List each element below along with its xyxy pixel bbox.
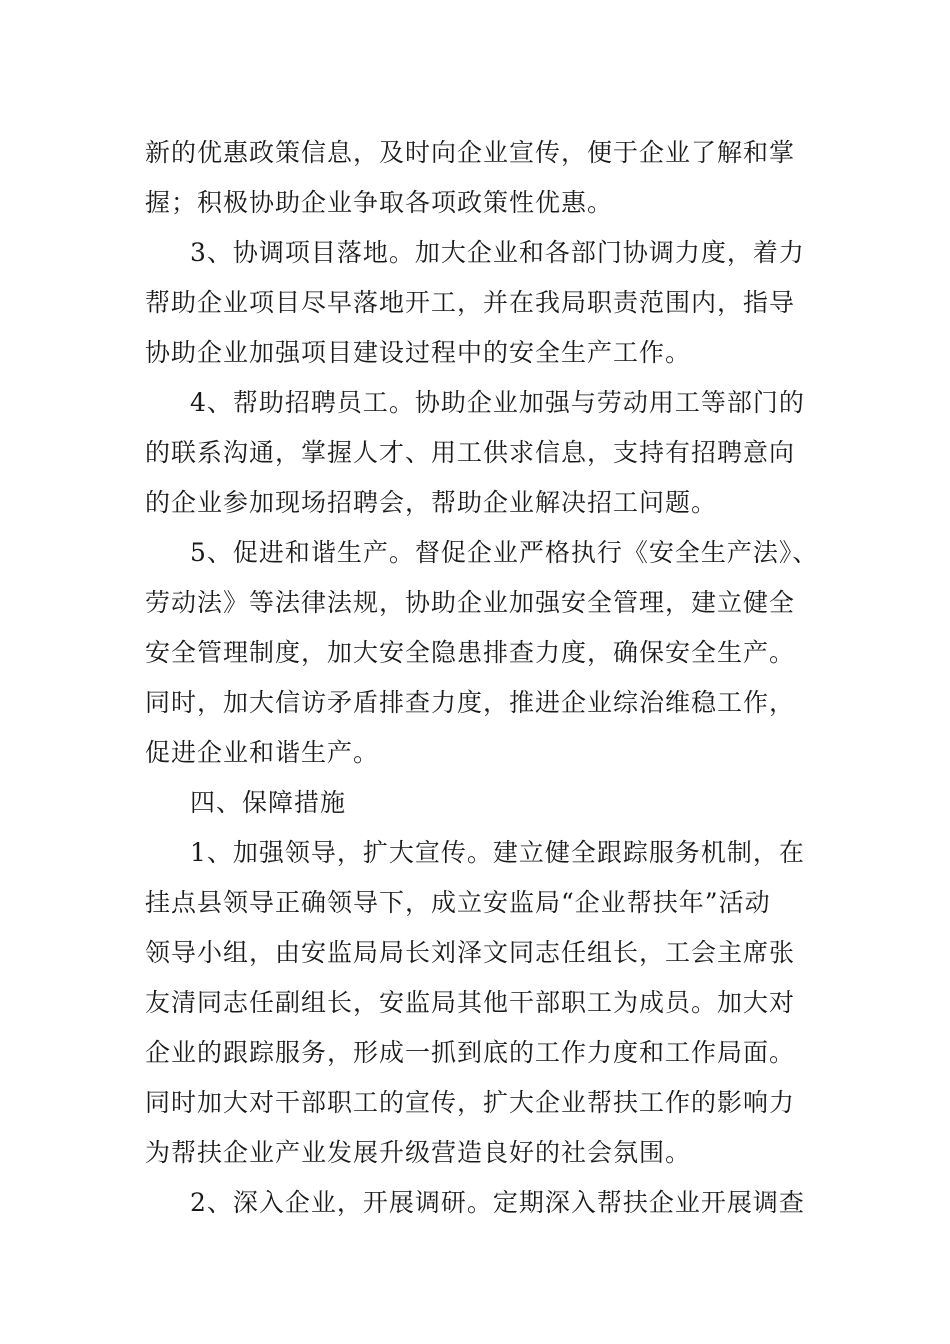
- text-line: 企业的跟踪服务，形成一抓到底的工作力度和工作局面。: [145, 1038, 796, 1067]
- text-line: 同时，加大信访矛盾排查力度，推进企业综治维稳工作，: [145, 688, 796, 717]
- text-line: 3、协调项目落地。加大企业和各部门协调力度，着力: [190, 238, 805, 267]
- text-line: 促进企业和谐生产。: [145, 738, 380, 767]
- text-line: 四、保障措施: [190, 788, 347, 817]
- text-line: 1、加强领导，扩大宣传。建立健全跟踪服务机制，在: [190, 838, 805, 867]
- text-line: 劳动法》等法律法规，协助企业加强安全管理，建立健全: [145, 588, 796, 617]
- text-line: 新的优惠政策信息，及时向企业宣传，便于企业了解和掌: [145, 138, 796, 167]
- text-line: 握；积极协助企业争取各项政策性优惠。: [145, 188, 614, 217]
- document-body: [145, 128, 845, 1228]
- text-line: 协助企业加强项目建设过程中的安全生产工作。: [145, 338, 692, 367]
- text-line: 挂点县领导正确领导下，成立安监局“企业帮扶年”活动: [145, 888, 771, 917]
- text-line: 2、深入企业，开展调研。定期深入帮扶企业开展调查: [190, 1188, 805, 1217]
- text-line: 5、促进和谐生产。督促企业严格执行《安全生产法》、: [190, 538, 819, 567]
- text-line: 同时加大对干部职工的宣传，扩大企业帮扶工作的影响力: [145, 1088, 796, 1117]
- text-line: 安全管理制度，加大安全隐患排查力度，确保安全生产。: [145, 638, 796, 667]
- text-line: 4、帮助招聘员工。协助企业加强与劳动用工等部门的: [190, 388, 805, 417]
- text-line: 为帮扶企业产业发展升级营造良好的社会氛围。: [145, 1138, 692, 1167]
- text-line: 领导小组，由安监局局长刘泽文同志任组长，工会主席张: [145, 938, 796, 967]
- text-line: 友清同志任副组长，安监局其他干部职工为成员。加大对: [145, 988, 796, 1017]
- text-line: 的企业参加现场招聘会，帮助企业解决招工问题。: [145, 488, 718, 517]
- text-line: 帮助企业项目尽早落地开工，并在我局职责范围内，指导: [145, 288, 796, 317]
- text-line: 的联系沟通，掌握人才、用工供求信息，支持有招聘意向: [145, 438, 796, 467]
